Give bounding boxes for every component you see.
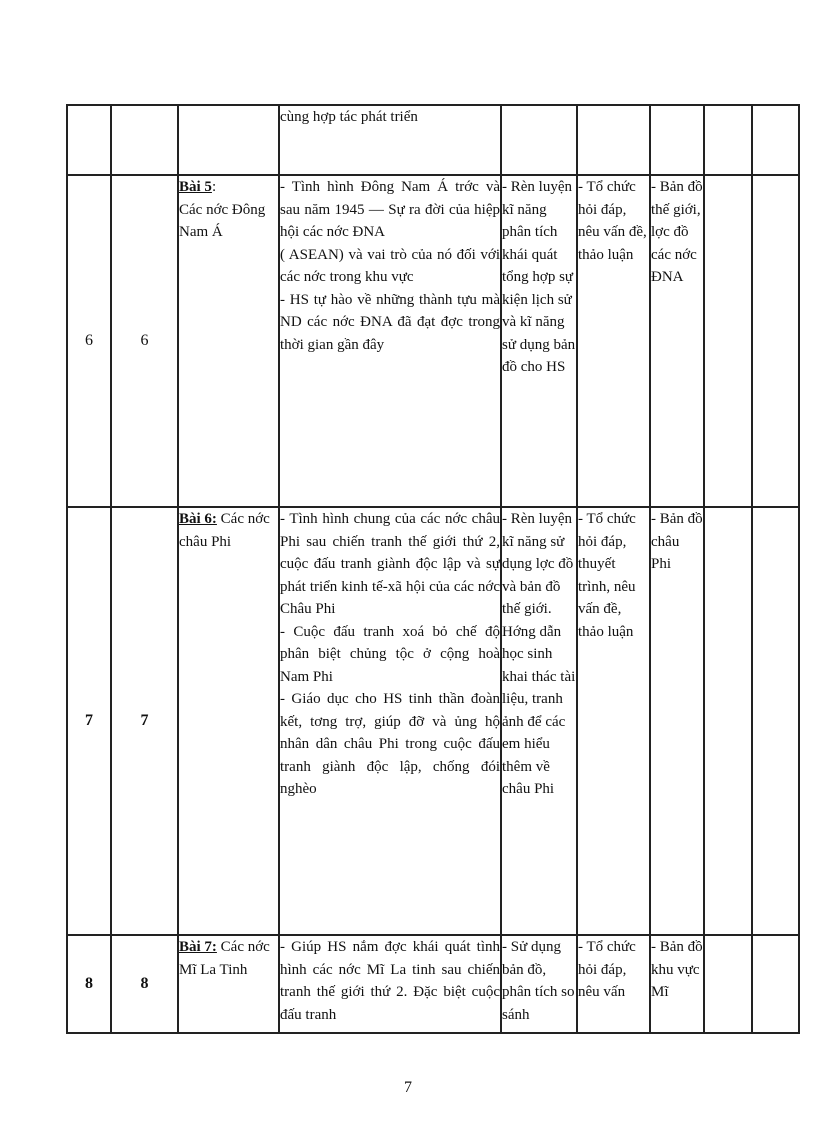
table-row [67,935,799,1033]
method-cell: - Rèn luyện kĩ năng phân tích khái quát tổng hợp sự kiện lịch sử và kĩ năng sử dụng bản đồ cho HS [501,175,577,507]
method-cell: - Sử dụng bản đồ, phân tích so sánh [501,935,577,1033]
content-line: - Tình hình Đông Nam Á trớc và sau năm 1945 — Sự ra đời của hiệp hội các nớc ĐNA [280,179,500,240]
lesson-cell [178,175,279,507]
week-cell: 6 [67,175,111,507]
continuation-cell: cùng hợp tác phát triển [279,105,501,175]
table-row-continuation [67,105,799,175]
organization-cell: - Tổ chức hỏi đáp, nêu vấn [577,935,650,1033]
lesson-plan-table [66,104,800,1034]
week-cell: 7 [67,507,111,935]
organization-cell: - Tổ chức hỏi đáp, nêu vấn đề, thảo luận [577,175,650,507]
organization-cell: - Tổ chức hỏi đáp, thuyết trình, nêu vấn đề, thảo luận [577,507,650,935]
table-row [67,507,799,935]
content-line: - HS tự hào về những thành tựu mà ND các nớc ĐNA đã đạt đợc trong thời gian gần đây [280,291,500,353]
lesson-cell [178,935,279,1033]
content-line: - Giúp HS nắm đợc khái quát tình hình các nớc Mĩ La tinh sau chiến tranh thế giới thứ 2. Đặc biệt cuộc đấu tranh [280,939,500,1023]
lesson-title: Các nớc Mĩ La Tinh [179,939,270,978]
equipment-cell: - Bản đồ thế giới, lợc đồ các nớc ĐNA [650,175,704,507]
lesson-title: Các nớc châu Phi [179,511,270,550]
content-cell [279,935,501,1033]
content-line: - Cuộc đấu tranh xoá bỏ chế độ phân biệt chủng tộc ở cộng hoà Nam Phi [280,623,500,685]
week-cell: 8 [67,935,111,1033]
period-cell: 6 [111,175,178,507]
content-cell [279,507,501,935]
period-cell: 8 [111,935,178,1033]
lesson-cell [178,507,279,935]
lesson-label: Bài 5 [179,179,212,195]
table-row [67,175,799,507]
lesson-title: Các nớc Đông Nam Á [179,201,266,240]
period-cell: 7 [111,507,178,935]
lesson-label-suffix: : [211,179,217,195]
lesson-label: Bài 7: [179,939,217,955]
content-line: - Giáo dục cho HS tinh thần đoàn kết, tơng trợ, giúp đỡ và ủng hộ nhân dân châu Phi trong cuộc đấu tranh giành độc lập, chống đói nghèo [280,691,500,797]
equipment-cell: - Bản đồ châu Phi [650,507,704,935]
lesson-label: Bài 6: [179,511,217,527]
method-cell: - Rèn luyện kĩ năng sử dụng lợc đồ và bản đồ thế giới. Hớng dẫn học sinh khai thác tài liệu, tranh ảnh để các em hiểu thêm về châu Phi [501,507,577,935]
content-cell [279,175,501,507]
page-number: 7 [404,1079,412,1096]
content-line: ( ASEAN) và vai trò của nó đối với các nớc trong khu vực [280,246,500,285]
content-line: - Tình hình chung của các nớc châu Phi sau chiến tranh thế giới thứ 2, cuộc đấu tranh giành độc lập và sự phát triển kinh tế-xã hội của các nớc Châu Phi [280,511,500,617]
equipment-cell: - Bản đồ khu vực Mĩ [650,935,704,1033]
